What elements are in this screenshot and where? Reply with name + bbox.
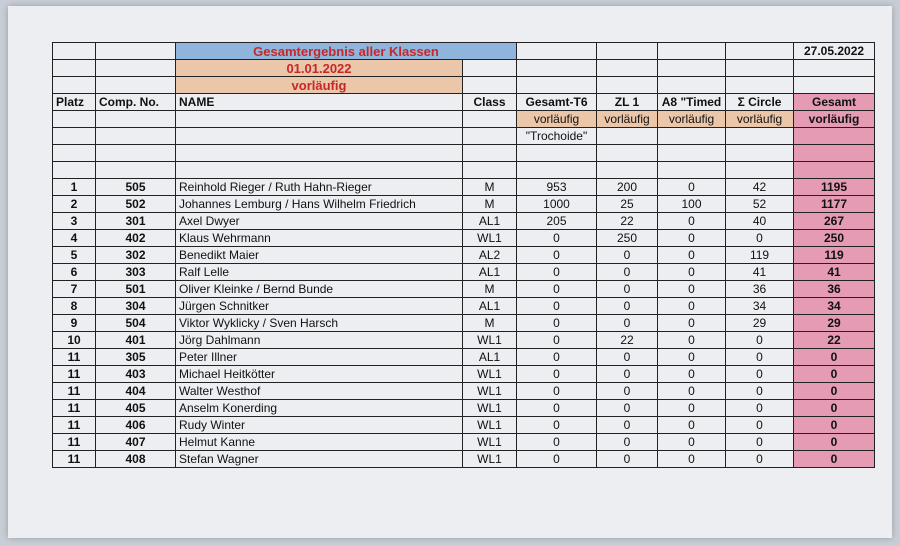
cell-gesamt: 0: [794, 400, 875, 417]
cell-a8: 0: [658, 179, 726, 196]
cell-class: WL1: [463, 451, 517, 468]
cell-platz: 9: [53, 315, 96, 332]
cell-class: AL1: [463, 298, 517, 315]
header-platz: Platz: [53, 94, 96, 111]
cell-zl1: 0: [597, 281, 658, 298]
cell-circle: 0: [726, 417, 794, 434]
cell-zl1: 22: [597, 213, 658, 230]
cell-class: WL1: [463, 400, 517, 417]
cell-gesamt: 41: [794, 264, 875, 281]
cell-gesamt-t6: 0: [517, 332, 597, 349]
cell-platz: 11: [53, 417, 96, 434]
cell-name: Oliver Kleinke / Bernd Bunde: [176, 281, 463, 298]
cell-a8: 0: [658, 417, 726, 434]
cell-class: WL1: [463, 332, 517, 349]
cell-platz: 5: [53, 247, 96, 264]
cell-name: Jörg Dahlmann: [176, 332, 463, 349]
cell-comp-no: 406: [96, 417, 176, 434]
table-row: [53, 179, 875, 196]
header-zl1: ZL 1: [597, 94, 658, 111]
cell-circle: 40: [726, 213, 794, 230]
cell-gesamt: 0: [794, 383, 875, 400]
cell-circle: 34: [726, 298, 794, 315]
cell-circle: 0: [726, 451, 794, 468]
table-row: [53, 247, 875, 264]
cell-platz: 7: [53, 281, 96, 298]
cell-a8: 0: [658, 383, 726, 400]
table-row: [53, 383, 875, 400]
cell-platz: 11: [53, 349, 96, 366]
cell-zl1: 0: [597, 417, 658, 434]
table-row: [53, 281, 875, 298]
blank-row: [53, 145, 875, 162]
gap-row: [53, 162, 875, 179]
cell-circle: 29: [726, 315, 794, 332]
cell-a8: 0: [658, 400, 726, 417]
cell-class: AL1: [463, 264, 517, 281]
status-label: vorläufig: [176, 77, 463, 94]
cell-circle: 42: [726, 179, 794, 196]
cell-name: Klaus Wehrmann: [176, 230, 463, 247]
cell-zl1: 0: [597, 400, 658, 417]
header-class: Class: [463, 94, 517, 111]
table-row: [53, 196, 875, 213]
cell-gesamt: 1195: [794, 179, 875, 196]
cell-platz: 4: [53, 230, 96, 247]
results-table: [52, 42, 875, 468]
cell-class: M: [463, 179, 517, 196]
trochoide-row: [53, 128, 875, 145]
cell-zl1: 250: [597, 230, 658, 247]
cell-a8: 0: [658, 332, 726, 349]
cell-gesamt-t6: 0: [517, 366, 597, 383]
cell-comp-no: 407: [96, 434, 176, 451]
cell-comp-no: 502: [96, 196, 176, 213]
cell-zl1: 0: [597, 383, 658, 400]
cell-gesamt-t6: 0: [517, 417, 597, 434]
cell-gesamt: 250: [794, 230, 875, 247]
cell-platz: 11: [53, 434, 96, 451]
cell-name: Michael Heitkötter: [176, 366, 463, 383]
table-row: [53, 451, 875, 468]
cell-circle: 41: [726, 264, 794, 281]
cell-circle: 0: [726, 383, 794, 400]
cell-class: M: [463, 315, 517, 332]
cell-class: WL1: [463, 417, 517, 434]
cell-gesamt-t6: 0: [517, 230, 597, 247]
cell-zl1: 0: [597, 298, 658, 315]
header-row: [53, 94, 875, 111]
table-row: [53, 230, 875, 247]
cell-zl1: 0: [597, 349, 658, 366]
table-row: [53, 213, 875, 230]
sub-circle: vorläufig: [726, 111, 794, 128]
cell-gesamt: 0: [794, 417, 875, 434]
cell-circle: 0: [726, 332, 794, 349]
cell-circle: 0: [726, 400, 794, 417]
cell-class: AL1: [463, 349, 517, 366]
cell-circle: 36: [726, 281, 794, 298]
cell-comp-no: 501: [96, 281, 176, 298]
cell-zl1: 0: [597, 315, 658, 332]
cell-gesamt-t6: 0: [517, 281, 597, 298]
cell-gesamt-t6: 0: [517, 264, 597, 281]
sub-gesamt-t6: vorläufig: [517, 111, 597, 128]
cell-comp-no: 304: [96, 298, 176, 315]
header-comp-no: Comp. No.: [96, 94, 176, 111]
cell-a8: 0: [658, 281, 726, 298]
cell-gesamt: 0: [794, 366, 875, 383]
cell-comp-no: 404: [96, 383, 176, 400]
cell-name: Stefan Wagner: [176, 451, 463, 468]
cell-platz: 10: [53, 332, 96, 349]
cell-name: Jürgen Schnitker: [176, 298, 463, 315]
cell-name: Walter Westhof: [176, 383, 463, 400]
sub-zl1: vorläufig: [597, 111, 658, 128]
cell-a8: 0: [658, 213, 726, 230]
cell-comp-no: 402: [96, 230, 176, 247]
cell-a8: 0: [658, 451, 726, 468]
cell-class: WL1: [463, 434, 517, 451]
sub-header-row: [53, 111, 875, 128]
cell-a8: 0: [658, 349, 726, 366]
cell-zl1: 0: [597, 247, 658, 264]
cell-a8: 0: [658, 230, 726, 247]
table-row: [53, 264, 875, 281]
cell-name: Reinhold Rieger / Ruth Hahn-Rieger: [176, 179, 463, 196]
cell-a8: 0: [658, 247, 726, 264]
cell-name: Rudy Winter: [176, 417, 463, 434]
title-row-3: [53, 77, 875, 94]
cell-a8: 0: [658, 315, 726, 332]
cell-a8: 0: [658, 366, 726, 383]
cell-gesamt-t6: 1000: [517, 196, 597, 213]
paper-sheet: [8, 6, 892, 538]
cell-platz: 6: [53, 264, 96, 281]
cell-gesamt: 29: [794, 315, 875, 332]
cell-gesamt-t6: 0: [517, 400, 597, 417]
cell-platz: 8: [53, 298, 96, 315]
cell-gesamt: 0: [794, 451, 875, 468]
cell-a8: 0: [658, 434, 726, 451]
cell-name: Helmut Kanne: [176, 434, 463, 451]
sub-gesamt: vorläufig: [794, 111, 875, 128]
header-gesamt-t6: Gesamt-T6: [517, 94, 597, 111]
cell-a8: 0: [658, 298, 726, 315]
cell-gesamt: 1177: [794, 196, 875, 213]
cell-name: Benedikt Maier: [176, 247, 463, 264]
cell-name: Axel Dwyer: [176, 213, 463, 230]
cell-gesamt: 0: [794, 349, 875, 366]
cell-gesamt: 22: [794, 332, 875, 349]
cell-class: WL1: [463, 366, 517, 383]
header-name: NAME: [176, 94, 463, 111]
cell-comp-no: 403: [96, 366, 176, 383]
cell-platz: 1: [53, 179, 96, 196]
cell-platz: 11: [53, 451, 96, 468]
cell-zl1: 200: [597, 179, 658, 196]
table-row: [53, 434, 875, 451]
cell-gesamt-t6: 0: [517, 349, 597, 366]
cell-comp-no: 504: [96, 315, 176, 332]
cell-comp-no: 505: [96, 179, 176, 196]
title-row-2: [53, 60, 875, 77]
cell-zl1: 22: [597, 332, 658, 349]
cell-zl1: 0: [597, 451, 658, 468]
cell-gesamt: 119: [794, 247, 875, 264]
cell-comp-no: 405: [96, 400, 176, 417]
cell-name: Ralf Lelle: [176, 264, 463, 281]
cell-zl1: 25: [597, 196, 658, 213]
print-date: 27.05.2022: [794, 43, 875, 60]
cell-class: AL2: [463, 247, 517, 264]
cell-gesamt: 0: [794, 434, 875, 451]
cell-comp-no: 303: [96, 264, 176, 281]
title-row-1: [53, 43, 875, 60]
table-row: [53, 400, 875, 417]
table-row: [53, 366, 875, 383]
sheet-title: Gesamtergebnis aller Klassen: [176, 43, 517, 60]
cell-gesamt: 36: [794, 281, 875, 298]
cell-comp-no: 401: [96, 332, 176, 349]
cell-circle: 0: [726, 349, 794, 366]
cell-name: Johannes Lemburg / Hans Wilhelm Friedrich: [176, 196, 463, 213]
cell-gesamt-t6: 205: [517, 213, 597, 230]
cell-name: Peter Illner: [176, 349, 463, 366]
cell-gesamt-t6: 0: [517, 434, 597, 451]
cell-platz: 2: [53, 196, 96, 213]
header-circle: Σ Circle: [726, 94, 794, 111]
header-a8: A8 "Timed: [658, 94, 726, 111]
cell-gesamt-t6: 0: [517, 383, 597, 400]
cell-gesamt-t6: 0: [517, 315, 597, 332]
cell-gesamt: 267: [794, 213, 875, 230]
cell-class: WL1: [463, 230, 517, 247]
cell-platz: 11: [53, 383, 96, 400]
cell-gesamt-t6: 0: [517, 247, 597, 264]
sub-trochoide: "Trochoide": [517, 128, 597, 145]
event-date: 01.01.2022: [176, 60, 463, 77]
table-row: [53, 332, 875, 349]
table-row: [53, 349, 875, 366]
table-row: [53, 298, 875, 315]
cell-class: M: [463, 281, 517, 298]
cell-platz: 11: [53, 400, 96, 417]
cell-class: WL1: [463, 383, 517, 400]
cell-zl1: 0: [597, 434, 658, 451]
cell-comp-no: 408: [96, 451, 176, 468]
cell-class: AL1: [463, 213, 517, 230]
cell-platz: 11: [53, 366, 96, 383]
cell-circle: 119: [726, 247, 794, 264]
header-gesamt: Gesamt: [794, 94, 875, 111]
cell-gesamt-t6: 0: [517, 451, 597, 468]
cell-name: Anselm Konerding: [176, 400, 463, 417]
cell-gesamt: 34: [794, 298, 875, 315]
sub-a8: vorläufig: [658, 111, 726, 128]
cell-gesamt-t6: 953: [517, 179, 597, 196]
cell-class: M: [463, 196, 517, 213]
cell-comp-no: 301: [96, 213, 176, 230]
table-row: [53, 315, 875, 332]
table-row: [53, 417, 875, 434]
cell-comp-no: 305: [96, 349, 176, 366]
cell-gesamt-t6: 0: [517, 298, 597, 315]
cell-platz: 3: [53, 213, 96, 230]
cell-name: Viktor Wyklicky / Sven Harsch: [176, 315, 463, 332]
cell-circle: 0: [726, 434, 794, 451]
cell-circle: 0: [726, 230, 794, 247]
cell-circle: 52: [726, 196, 794, 213]
cell-zl1: 0: [597, 366, 658, 383]
cell-comp-no: 302: [96, 247, 176, 264]
cell-a8: 0: [658, 264, 726, 281]
cell-zl1: 0: [597, 264, 658, 281]
cell-circle: 0: [726, 366, 794, 383]
cell-a8: 100: [658, 196, 726, 213]
